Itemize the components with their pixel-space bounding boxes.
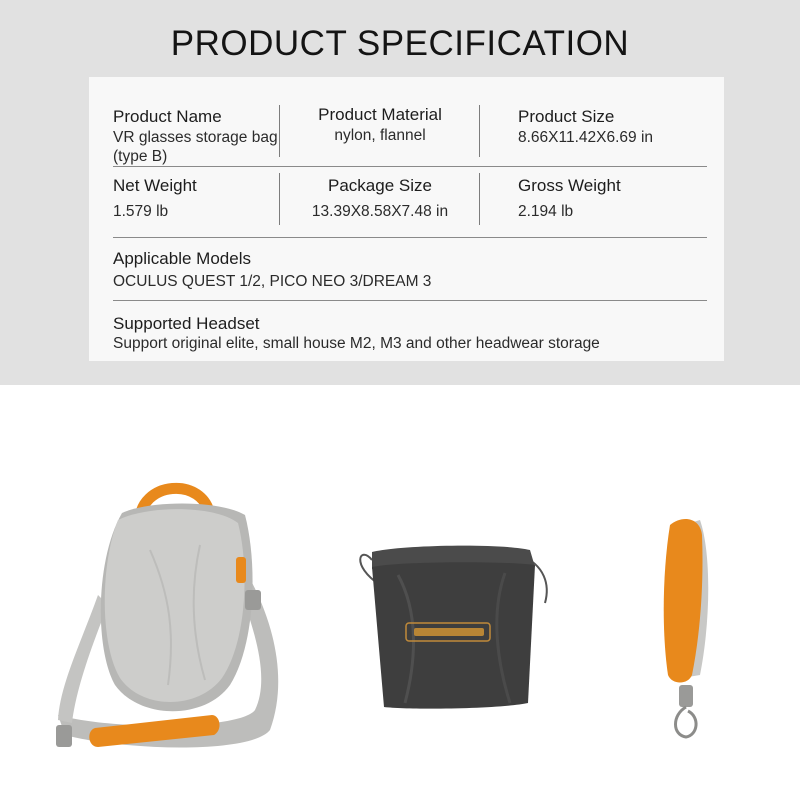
spec-product-name — [113, 107, 278, 166]
product-photo-illustration — [0, 385, 800, 800]
divider — [279, 105, 280, 157]
spec-value: nylon, flannel — [334, 127, 426, 144]
spec-label: Product Name — [113, 107, 222, 126]
spec-card — [89, 77, 724, 361]
spec-label: Supported Headset — [113, 314, 260, 333]
spec-label: Net Weight — [113, 176, 197, 195]
spec-value: VR glasses storage bag (type B) — [113, 129, 278, 165]
spec-value: 8.66X11.42X6.69 in — [518, 129, 654, 146]
spec-label: Package Size — [328, 176, 432, 195]
divider — [113, 300, 707, 301]
spec-label: Product Size — [518, 107, 615, 126]
divider — [113, 237, 707, 238]
spec-label: Product Material — [318, 105, 442, 124]
spec-net-weight — [113, 176, 278, 221]
spec-label: Gross Weight — [518, 176, 621, 195]
spec-package-size — [289, 176, 471, 221]
spec-gross-weight — [518, 176, 718, 221]
storage-case-image — [56, 488, 278, 747]
spec-label: Applicable Models — [113, 249, 251, 268]
spec-value: 1.579 lb — [113, 203, 169, 220]
divider — [479, 173, 480, 225]
page-title: PRODUCT SPECIFICATION — [170, 24, 630, 63]
divider — [113, 166, 707, 167]
spec-value: OCULUS QUEST 1/2, PICO NEO 3/DREAM 3 — [113, 273, 432, 290]
spec-value: 2.194 lb — [518, 203, 574, 220]
spec-product-size — [518, 107, 718, 147]
spec-value: Support original elite, small house M2, M3 and other headwear storage — [113, 335, 600, 352]
spec-supported-headset — [113, 314, 713, 353]
divider — [279, 173, 280, 225]
divider — [479, 105, 480, 157]
drawstring-pouch-image — [360, 546, 547, 709]
wrist-strap-image — [664, 519, 709, 737]
spec-value: 13.39X8.58X7.48 in — [311, 203, 449, 220]
product-photos — [0, 385, 800, 800]
spec-applicable-models — [113, 249, 707, 291]
spec-product-material — [289, 105, 471, 145]
